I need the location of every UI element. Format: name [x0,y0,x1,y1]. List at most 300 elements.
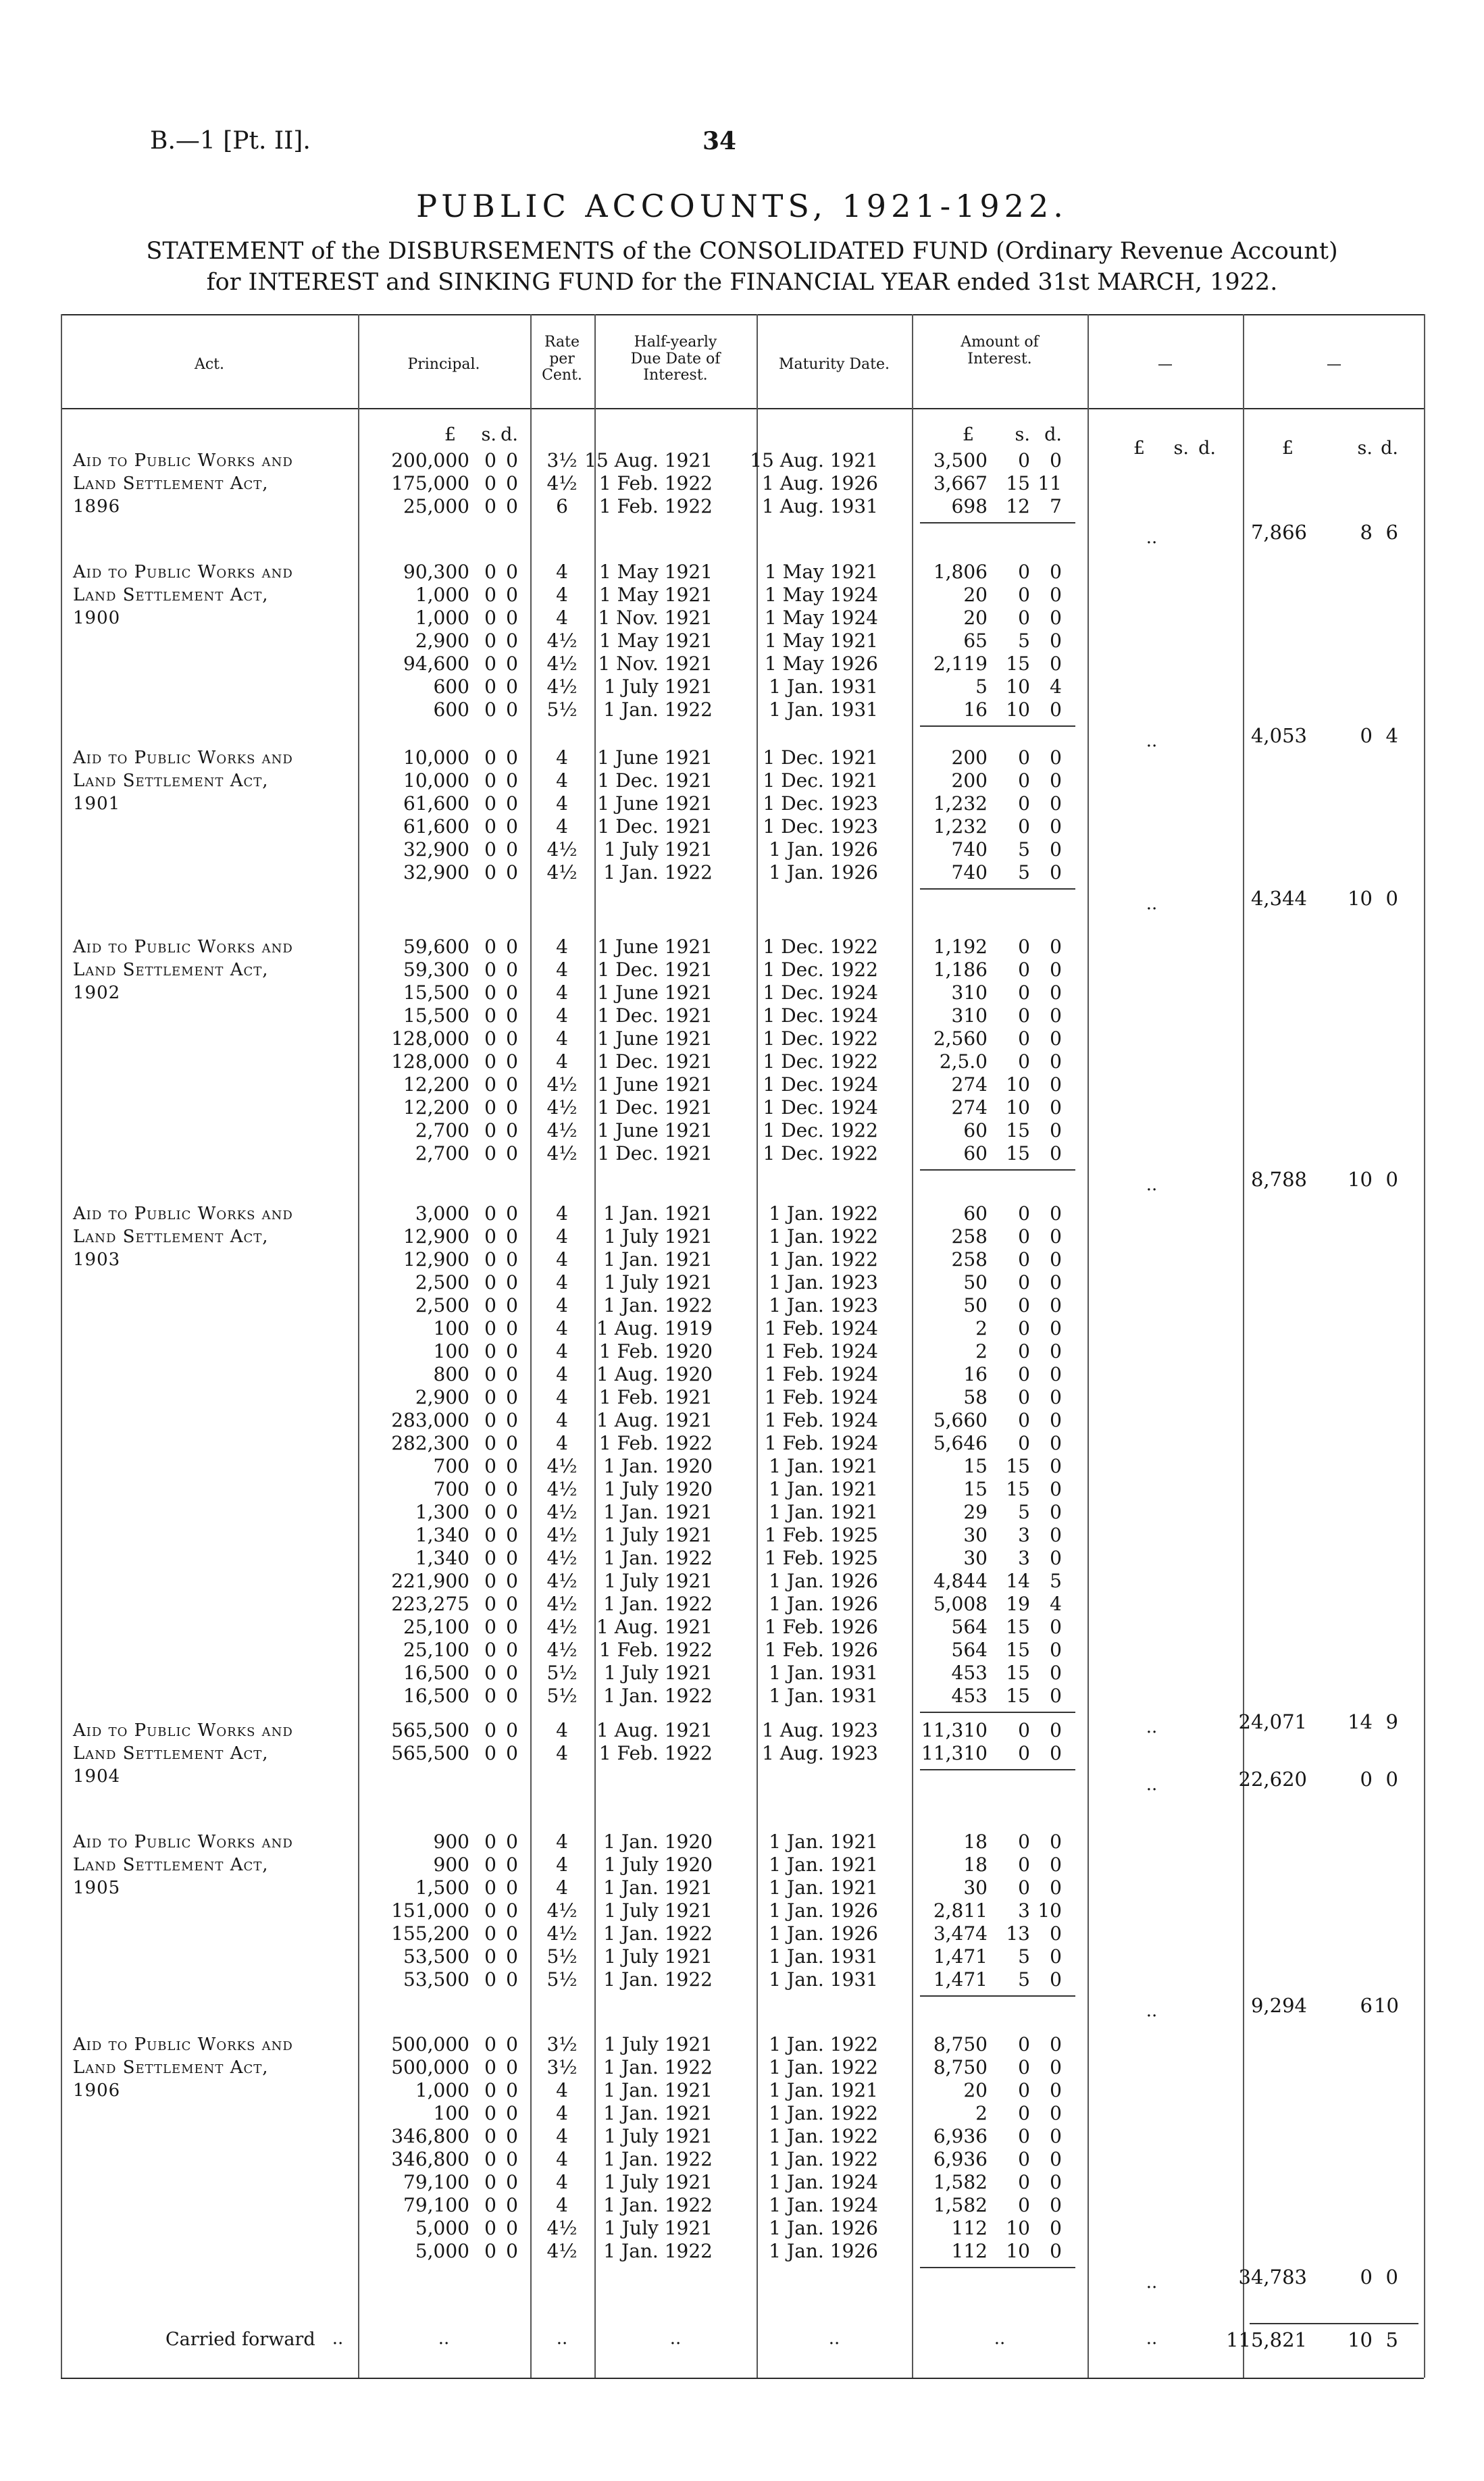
interest-pence: 0 [1050,2194,1062,2216]
interest-pence: 0 [1050,1004,1062,1027]
group-total-pounds: 22,620 [1238,1768,1307,1791]
interest-pence: 0 [1050,1027,1062,1050]
interest-pence: 0 [1050,2079,1062,2101]
interest-pence: 0 [1050,2240,1062,2262]
interest-shillings: 0 [1018,1202,1030,1225]
interest-shillings: 10 [1006,2240,1030,2262]
maturity-date: 1 Jan. 1922 [769,2056,878,2078]
column-divider [1243,314,1244,2378]
maturity-date: 1 Jan. 1931 [769,1945,878,1968]
principal-amount: 100 [433,1317,469,1339]
due-date: 1 July 1921 [604,2125,713,2147]
table-bottom-rule [61,2378,1424,2379]
principal-amount: 700 [433,1478,469,1500]
principal-shillings: 0 [484,1639,496,1661]
col-header-due [601,334,750,384]
maturity-date: 1 Dec. 1922 [763,936,878,958]
principal-pence: 0 [506,2171,518,2193]
principal-shillings: 0 [484,1455,496,1477]
due-date: 1 Aug. 1921 [596,1719,713,1741]
due-date: 1 July 1921 [604,2171,713,2193]
due-date: 1 June 1921 [597,1119,713,1142]
due-date: 1 Jan. 1920 [603,1831,713,1853]
interest-pounds: 1,192 [933,936,988,958]
principal-shillings: 0 [484,792,496,815]
group-total-shillings: 14 [1348,1710,1373,1733]
interest-pounds: 740 [951,861,988,884]
interest-pounds: 65 [963,630,988,652]
principal-pence: 0 [506,2148,518,2170]
principal-shillings: 0 [484,1593,496,1615]
interest-shillings: 0 [1018,1742,1030,1764]
principal-pence: 0 [506,981,518,1004]
interest-shillings: 0 [1018,1225,1030,1248]
due-date: 1 July 1921 [604,2217,713,2239]
rate-percent: 4 [556,1432,568,1454]
group-total-pounds: 7,866 [1250,521,1307,544]
interest-pence: 0 [1050,1432,1062,1454]
interest-pence: 0 [1050,2171,1062,2193]
interest-shillings: 19 [1006,1593,1030,1615]
principal-pence: 0 [506,2217,518,2239]
act-name-line: 1903 [73,1250,121,1270]
maturity-date: 1 Jan. 1924 [769,2171,878,2193]
maturity-date: 1 Jan. 1921 [769,1455,878,1477]
principal-shillings: 0 [484,653,496,675]
principal-pence: 0 [506,2056,518,2078]
subtotal-rule [920,1995,1075,1997]
due-date: 1 Jan. 1922 [603,1294,713,1316]
principal-shillings: 0 [484,861,496,884]
interest-pence: 0 [1050,1853,1062,1876]
maturity-date: 1 Jan. 1926 [769,2240,878,2262]
interest-shillings: 0 [1018,1248,1030,1271]
interest-pounds: 258 [951,1248,988,1271]
interest-shillings: 0 [1018,561,1030,583]
rate-percent: 4 [556,1050,568,1073]
principal-shillings: 0 [484,1570,496,1592]
principal-amount: 565,500 [391,1742,469,1764]
interest-pence: 0 [1050,1922,1062,1945]
interest-pence: 0 [1050,1478,1062,1500]
interest-shillings: 10 [1006,675,1030,698]
maturity-date: 1 Jan. 1931 [769,675,878,698]
interest-pence: 0 [1050,1639,1062,1661]
principal-amount: 12,900 [403,1248,469,1271]
due-date: 1 June 1921 [597,746,713,769]
principal-shillings: 0 [484,958,496,981]
subtotal-rule [920,522,1075,523]
rate-percent: 4½ [546,1524,578,1546]
interest-shillings: 0 [1018,1317,1030,1339]
maturity-date: 1 Dec. 1924 [763,1096,878,1119]
principal-pence: 0 [506,1570,518,1592]
interest-pence: 0 [1050,584,1062,606]
unit-label-col8: £ [1281,438,1294,459]
interest-pence: 0 [1050,958,1062,981]
interest-pounds: 29 [963,1501,988,1523]
rate-percent: 4½ [546,675,578,698]
principal-amount: 90,300 [403,561,469,583]
rate-percent: 4 [556,1202,568,1225]
maturity-date: 1 Jan. 1921 [769,1853,878,1876]
subtitle-line-2: for INTEREST and SINKING FUND for the FINANCIAL YEAR ended 31st MARCH, 1922. [206,269,1278,296]
principal-amount: 283,000 [391,1409,469,1431]
principal-shillings: 0 [484,2171,496,2193]
principal-pence: 0 [506,1662,518,1684]
maturity-date: 1 Aug. 1923 [762,1719,878,1741]
col-header-principal: Principal. [407,356,480,373]
maturity-date: 1 Dec. 1921 [763,746,878,769]
document-reference: B.—1 [Pt. II]. [150,127,311,155]
interest-pounds: 453 [951,1662,988,1684]
interest-pence: 0 [1050,1248,1062,1271]
principal-pence: 0 [506,1432,518,1454]
principal-shillings: 0 [484,1340,496,1362]
principal-shillings: 0 [484,1027,496,1050]
rate-percent: 4½ [546,1096,578,1119]
act-name-line: 1901 [73,794,121,814]
principal-amount: 59,600 [403,936,469,958]
principal-amount: 10,000 [403,746,469,769]
principal-pence: 0 [506,1639,518,1661]
principal-shillings: 0 [484,1616,496,1638]
due-date: 1 May 1921 [598,630,713,652]
principal-amount: 1,340 [415,1524,469,1546]
rate-percent: 4 [556,2148,568,2170]
rate-percent: 4 [556,1225,568,1248]
principal-shillings: 0 [484,1968,496,1991]
interest-pounds: 1,471 [933,1968,988,1991]
interest-pounds: 11,310 [921,1742,988,1764]
principal-pence: 0 [506,2079,518,2101]
due-date: 1 Feb. 1922 [598,1742,713,1764]
maturity-date: 15 Aug. 1921 [750,449,878,471]
principal-amount: 100 [433,1340,469,1362]
interest-shillings: 5 [1018,1968,1030,1991]
interest-pounds: 740 [951,838,988,861]
due-date: 1 Dec. 1921 [597,769,713,792]
maturity-date: 1 May 1921 [764,561,878,583]
due-date: 1 Feb. 1922 [598,1639,713,1661]
principal-shillings: 0 [484,1294,496,1316]
principal-shillings: 0 [484,936,496,958]
maturity-date: 1 Jan. 1922 [769,1225,878,1248]
principal-shillings: 0 [484,1876,496,1899]
principal-amount: 565,500 [391,1719,469,1741]
principal-pence: 0 [506,936,518,958]
interest-shillings: 0 [1018,981,1030,1004]
interest-shillings: 0 [1018,2033,1030,2055]
principal-shillings: 0 [484,1386,496,1408]
principal-pence: 0 [506,1501,518,1523]
rate-percent: 4 [556,1340,568,1362]
principal-amount: 79,100 [403,2194,469,2216]
principal-amount: 12,900 [403,1225,469,1248]
rate-percent: 4½ [546,838,578,861]
interest-shillings: 0 [1018,936,1030,958]
due-date: 1 July 1920 [604,1853,713,1876]
maturity-date: 1 Feb. 1924 [764,1317,878,1339]
principal-pence: 0 [506,584,518,606]
maturity-date: 1 May 1924 [764,584,878,606]
interest-shillings: 10 [1006,1073,1030,1096]
column-divider [530,314,532,2378]
due-date: 1 Jan. 1922 [603,698,713,721]
due-date: 1 Jan. 1921 [603,1501,713,1523]
rate-percent: 4½ [546,2240,578,2262]
interest-pence: 0 [1050,449,1062,471]
maturity-date: 1 Jan. 1921 [769,1501,878,1523]
interest-pounds: 2 [975,1317,988,1339]
principal-amount: 900 [433,1831,469,1853]
interest-pence: 0 [1050,1831,1062,1853]
maturity-date: 1 Jan. 1922 [769,2148,878,2170]
column-divider [358,314,359,2378]
rate-percent: 4 [556,1853,568,1876]
principal-shillings: 0 [484,675,496,698]
interest-shillings: 15 [1006,1639,1030,1661]
placeholder-dots: .. [1146,1175,1158,1195]
principal-pence: 0 [506,472,518,494]
rate-percent: 5½ [546,1685,578,1707]
rate-percent: 4½ [546,1073,578,1096]
maturity-date: 1 Aug. 1926 [762,472,878,494]
rate-percent: 4 [556,1294,568,1316]
principal-amount: 100 [433,2102,469,2124]
principal-amount: 223,275 [391,1593,469,1615]
principal-pence: 0 [506,1119,518,1142]
interest-shillings: 0 [1018,449,1030,471]
interest-pounds: 30 [963,1524,988,1546]
principal-pence: 0 [506,1340,518,1362]
interest-pence: 0 [1050,1225,1062,1248]
principal-shillings: 0 [484,1547,496,1569]
col-header-due-line: Interest. [643,367,708,384]
principal-shillings: 0 [484,2056,496,2078]
interest-pence: 0 [1050,1340,1062,1362]
principal-pence: 0 [506,698,518,721]
maturity-date: 1 Feb. 1924 [764,1340,878,1362]
due-date: 1 July 1921 [604,1899,713,1922]
principal-pence: 0 [506,1248,518,1271]
principal-amount: 16,500 [403,1662,469,1684]
maturity-date: 1 Aug. 1931 [762,495,878,517]
principal-amount: 221,900 [391,1570,469,1592]
principal-pence: 0 [506,1027,518,1050]
interest-pounds: 112 [951,2217,988,2239]
subtitle-line-1: STATEMENT of the DISBURSEMENTS of the CONSOLIDATED FUND (Ordinary Revenue Account) [146,238,1338,265]
interest-pounds: 2 [975,1340,988,1362]
due-date: 1 Jan. 1921 [603,1202,713,1225]
rate-percent: 4 [556,1271,568,1294]
interest-pence: 7 [1050,495,1062,517]
principal-pence: 0 [506,2194,518,2216]
principal-pence: 0 [506,2125,518,2147]
unit-label-col7: £ [1133,438,1145,459]
rate-percent: 4 [556,607,568,629]
maturity-date: 1 Jan. 1922 [769,1202,878,1225]
interest-pounds: 274 [951,1073,988,1096]
principal-shillings: 0 [484,1202,496,1225]
maturity-date: 1 Dec. 1922 [763,1027,878,1050]
rate-percent: 4 [556,815,568,838]
rate-percent: 4½ [546,1119,578,1142]
carried-forward-pence: 5 [1385,2328,1398,2351]
act-name-line: Aid to Public Works and [73,2035,293,2055]
principal-amount: 1,000 [415,607,469,629]
principal-shillings: 0 [484,1685,496,1707]
principal-shillings: 0 [484,472,496,494]
due-date: 1 Aug. 1921 [596,1616,713,1638]
principal-amount: 600 [433,698,469,721]
interest-pence: 0 [1050,1294,1062,1316]
principal-amount: 2,700 [415,1119,469,1142]
rate-percent: 5½ [546,1968,578,1991]
interest-pounds: 18 [963,1831,988,1853]
due-date: 1 July 1921 [604,1570,713,1592]
col-header-amount-line: Interest. [967,350,1032,367]
group-total-pence: 0 [1385,2266,1398,2288]
placeholder-dots: .. [1146,2328,1158,2349]
placeholder-dots: .. [669,2328,682,2349]
interest-pounds: 15 [963,1455,988,1477]
interest-pounds: 310 [951,1004,988,1027]
col-header-act: Act. [194,356,225,373]
due-date: 15 Aug. 1921 [584,449,713,471]
interest-shillings: 15 [1006,1616,1030,1638]
maturity-date: 1 Jan. 1923 [769,1271,878,1294]
principal-amount: 1,000 [415,584,469,606]
interest-pounds: 200 [951,769,988,792]
placeholder-dots: .. [1146,1774,1158,1795]
maturity-date: 1 Jan. 1926 [769,2217,878,2239]
due-date: 1 Jan. 1922 [603,1593,713,1615]
rate-percent: 4½ [546,1547,578,1569]
principal-pence: 0 [506,1142,518,1165]
principal-pence: 0 [506,1202,518,1225]
principal-amount: 128,000 [391,1027,469,1050]
act-name-line: Land Settlement Act, [73,1227,269,1247]
page-title: PUBLIC ACCOUNTS, 1921-1922. [416,188,1068,224]
group-total-pence: 9 [1385,1710,1398,1733]
maturity-date: 1 Jan. 1926 [769,861,878,884]
principal-shillings: 0 [484,769,496,792]
rate-percent: 4½ [546,472,578,494]
rate-percent: 4½ [546,653,578,675]
principal-shillings: 0 [484,1899,496,1922]
principal-pence: 0 [506,1831,518,1853]
interest-pounds: 30 [963,1876,988,1899]
interest-pence: 0 [1050,1142,1062,1165]
principal-shillings: 0 [484,495,496,517]
subtotal-rule [920,1712,1075,1713]
interest-shillings: 0 [1018,1004,1030,1027]
maturity-date: 1 Jan. 1921 [769,1876,878,1899]
group-total-pounds: 4,344 [1250,887,1307,910]
group-total-pounds: 34,783 [1238,2266,1307,2288]
principal-pence: 0 [506,1004,518,1027]
principal-amount: 5,000 [415,2217,469,2239]
interest-shillings: 0 [1018,1719,1030,1741]
principal-pence: 0 [506,1899,518,1922]
interest-pence: 0 [1050,838,1062,861]
principal-amount: 2,900 [415,630,469,652]
interest-shillings: 0 [1018,1386,1030,1408]
interest-pounds: 200 [951,746,988,769]
principal-amount: 282,300 [391,1432,469,1454]
due-date: 1 Feb. 1922 [598,472,713,494]
interest-shillings: 0 [1018,2079,1030,2101]
page-number: 34 [702,127,737,155]
interest-shillings: 0 [1018,2171,1030,2193]
principal-shillings: 0 [484,2033,496,2055]
interest-pounds: 564 [951,1616,988,1638]
placeholder-dots: .. [1146,2272,1158,2293]
rate-percent: 4½ [546,1478,578,1500]
interest-shillings: 15 [1006,1685,1030,1707]
maturity-date: 1 Dec. 1923 [763,792,878,815]
act-name-line: Aid to Public Works and [73,748,293,768]
due-date: 1 Jan. 1921 [603,2102,713,2124]
interest-shillings: 15 [1006,1142,1030,1165]
maturity-date: 1 Feb. 1925 [764,1524,878,1546]
principal-pence: 0 [506,449,518,471]
rate-percent: 4 [556,1409,568,1431]
interest-pence: 0 [1050,1119,1062,1142]
maturity-date: 1 Jan. 1931 [769,698,878,721]
interest-pence: 4 [1050,675,1062,698]
interest-shillings: 0 [1018,1876,1030,1899]
group-total-shillings: 8 [1360,521,1373,544]
principal-pence: 0 [506,653,518,675]
maturity-date: 1 Feb. 1924 [764,1409,878,1431]
principal-pence: 0 [506,1968,518,1991]
act-name-line: Land Settlement Act, [73,771,269,791]
interest-shillings: 15 [1006,653,1030,675]
interest-pounds: 3,667 [933,472,988,494]
column-divider [1424,314,1425,2378]
principal-amount: 61,600 [403,815,469,838]
due-date: 1 Jan. 1922 [603,1685,713,1707]
interest-shillings: 0 [1018,2056,1030,2078]
interest-shillings: 5 [1018,1945,1030,1968]
unit-label-amount: s. [1015,424,1030,445]
interest-shillings: 15 [1006,1455,1030,1477]
interest-pounds: 274 [951,1096,988,1119]
interest-pence: 0 [1050,1685,1062,1707]
interest-pounds: 3,474 [933,1922,988,1945]
principal-amount: 12,200 [403,1073,469,1096]
rate-percent: 4½ [546,1899,578,1922]
principal-pence: 0 [506,1853,518,1876]
principal-pence: 0 [506,561,518,583]
act-name-line: Aid to Public Works and [73,451,293,471]
principal-shillings: 0 [484,2217,496,2239]
principal-amount: 2,500 [415,1294,469,1316]
due-date: 1 June 1921 [597,1027,713,1050]
principal-amount: 151,000 [391,1899,469,1922]
interest-pence: 0 [1050,1386,1062,1408]
rate-percent: 4 [556,2079,568,2101]
interest-pounds: 5 [975,675,988,698]
interest-shillings: 0 [1018,2102,1030,2124]
interest-shillings: 0 [1018,1050,1030,1073]
placeholder-dots: .. [994,2328,1006,2349]
principal-amount: 2,900 [415,1386,469,1408]
due-date: 1 Feb. 1922 [598,1432,713,1454]
interest-shillings: 0 [1018,792,1030,815]
